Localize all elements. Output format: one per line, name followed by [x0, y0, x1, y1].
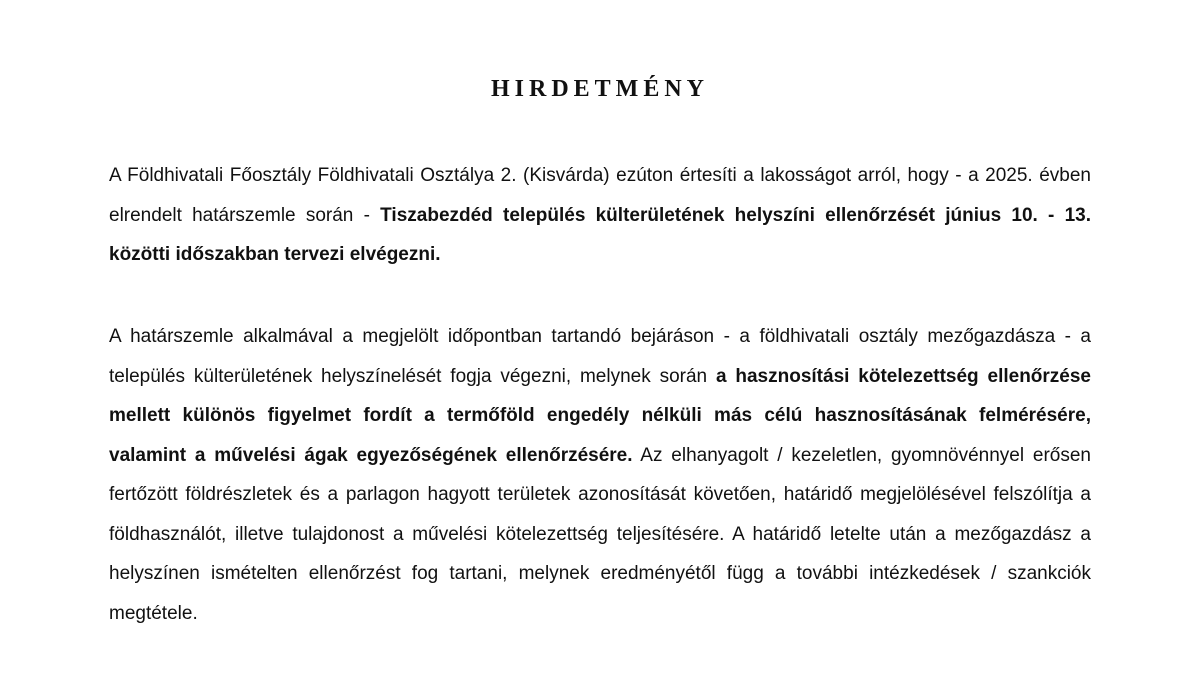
paragraph-2-text-end: Az elhanyagolt / kezeletlen, gyomnövénnyel erősen fertőzött földrészletek és a parlagon hagyott területek azonosítását követően, határidő megjelölésével felszólítja a földhasználót, illetve tulajdonost a művelési kötelezettség teljesítésére. A határidő letelte után a mezőgazdász a helyszínen ismételten ellenőrzést fog tartani, melynek eredményétől függ a további intézkedések / szankciók megtétele. — [109, 444, 1091, 624]
paragraph-1-text: A Földhivatali Főosztály Földhivatali Osztálya 2. (Kisvárda) ezúton értesíti a lakosságot arról, hogy - a 2025. évben elrendelt határszemle során - — [109, 165, 1091, 226]
document-title: HIRDETMÉNY — [490, 76, 709, 102]
paragraph-1-bold-text: Tiszabezdéd település külterületének helyszíni ellenőrzését június 10. - 13. közötti időszakban tervezi elvégezni. — [109, 204, 1091, 265]
announcement-paragraph-2 — [109, 317, 1091, 633]
paragraph-2-text-start: A határszemle alkalmával a megjelölt időpontban tartandó bejáráson - a földhivatali osztály mezőgazdásza - a település külterületének helyszínelését fogja végezni, melynek során — [109, 326, 1091, 387]
announcement-paragraph-1 — [109, 156, 1091, 275]
paragraph-2-bold-text: a hasznosítási kötelezettség ellenőrzése mellett különös figyelmet fordít a termőföld engedély nélküli más célú hasznosításának felmérésére, valamint a művelési ágak egyezőségének ellenőrzésére. — [109, 365, 1092, 466]
